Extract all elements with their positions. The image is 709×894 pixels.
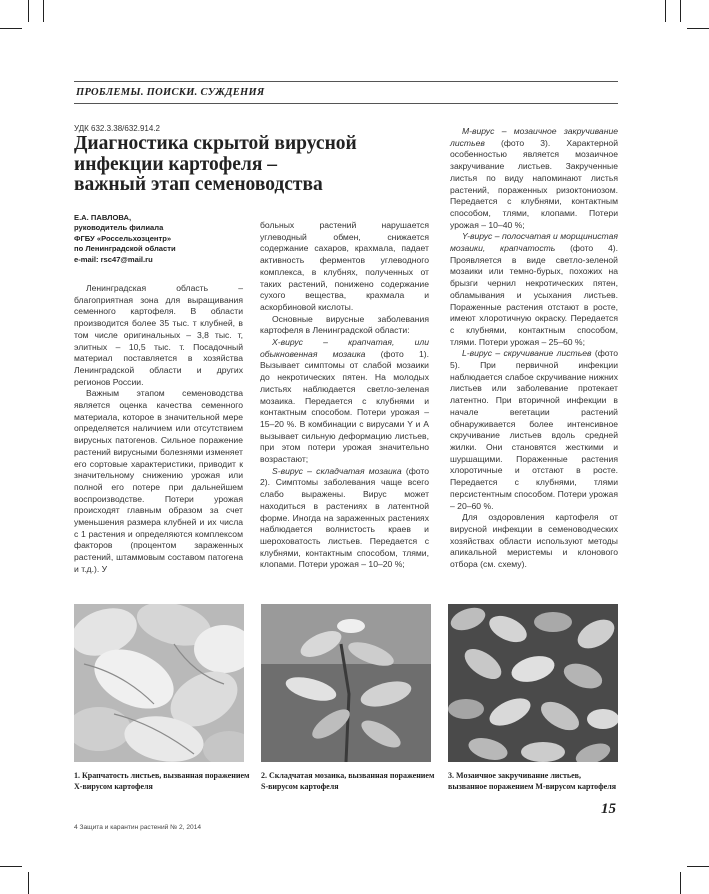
crop-mark bbox=[28, 0, 29, 22]
paragraph: Ленинградская область – благоприятная зона для выращивания семенного картофеля. В области производится более 35 тыс. т клубней, в том числе оригинальных – 3,8 тыс. т, элитных – 10,5 тыс. т. Посадочный материал поставляется в хозяйства Ленинградской области и других регионов России. bbox=[74, 283, 243, 387]
crop-mark bbox=[680, 0, 681, 22]
crop-mark bbox=[28, 872, 29, 894]
header-rule-top bbox=[74, 81, 618, 82]
author-block bbox=[74, 213, 176, 265]
crop-mark bbox=[687, 28, 709, 29]
author-position: руководитель филиала bbox=[74, 223, 164, 233]
author-name: Е.А. ПАВЛОВА, bbox=[74, 213, 132, 222]
article-title bbox=[74, 134, 424, 196]
crop-mark bbox=[0, 28, 22, 29]
m-virus-text: (фото 3). Характерной особенностью является мозаичное закручивание листьев. Закрученные листья по виду напоминают листья растений, пораженных ризоктониозом. Передается с клубнями, контактным способом, тлями, клопами. Потери урожая – 10–40 %; bbox=[450, 137, 618, 230]
page-number: 15 bbox=[601, 801, 616, 817]
figure-caption-2: 2. Складчатая мозаика, вызванная поражением S-вирусом картофеля bbox=[261, 771, 435, 791]
text-column-2 bbox=[260, 220, 429, 571]
y-virus-paragraph bbox=[450, 231, 618, 348]
crop-mark bbox=[680, 872, 681, 894]
paragraph: Важным этапом семеноводства является оценка качества семенного материала, которое в значительной мере определяется наличием или отсутствием вирусных патогенов. Сильное поражение растений вирусными болезнями изменяет его сортовые характеристики, приводит к значительному снижению урожая или полной его потере при дальнейшем воспроизводстве. Потери урожая происходят главным образом за счет уменьшения размера клубней и их числа с 1 растения и определяются комплексом факторов (процентом зараженных растений, штаммовым составом патогена и т.д.). У bbox=[74, 388, 243, 574]
s-virus-title: S-вирус – складчатая мозаика bbox=[272, 465, 402, 476]
s-virus-paragraph bbox=[260, 466, 429, 571]
title-line: Диагностика скрытой вирусной bbox=[74, 133, 357, 154]
l-virus-title: L-вирус – скручивание листьев bbox=[462, 348, 592, 359]
y-virus-text: (фото 4). Проявляется в виде светло-зеленой мозаики или темно-бурых, похожих на брызги чернил некротических пятен, обламывания и усыхания листьев. Пораженные растения отстают в росте, имеют хлоротичную окраску. Передается с клубнями, контактным способом, тлями. Потери урожая – 25–60 %; bbox=[450, 243, 618, 347]
paragraph: Основные вирусные заболевания картофеля в Ленинградской области: bbox=[260, 313, 429, 336]
crop-mark bbox=[687, 866, 709, 867]
photo-m-virus bbox=[448, 604, 618, 762]
text-column-1 bbox=[74, 283, 243, 576]
header-rule-bottom bbox=[74, 103, 618, 104]
x-virus-title: X-вирус – крапчатая, или обыкновенная мозаика bbox=[260, 337, 429, 359]
y-virus-title: Y-вирус – полосчатая и морщинистая мозаики, крапчатость bbox=[450, 231, 618, 254]
paragraph: Для оздоровления картофеля от вирусной инфекции в семеноводческих хозяйствах области используют методы апикальной меристемы и клонового отбора (см. схему). bbox=[450, 512, 618, 570]
title-line: инфекции картофеля – bbox=[74, 153, 278, 175]
title-line: важный этап семеноводства bbox=[74, 174, 323, 195]
m-virus-paragraph bbox=[450, 126, 618, 231]
l-virus-text: (фото 5). При первичной инфекции наблюдается слабое скручивание нижних листьев или заболевание протекает латентно. При вторичной инфекции в начале вегетации растений обнаруживается более интенсивное скручивание листьев вдоль средней жилки. Они становятся жесткими и шуршащими. Пораженные растения хлоротичные и отстают в росте. Передается с клубнями, тлями персистентным способом. Потери урожая – 20–60 %. bbox=[450, 348, 618, 511]
text-column-3 bbox=[450, 126, 618, 571]
udk-code: УДК 632.3.38/632.914.2 bbox=[74, 124, 160, 133]
crop-mark bbox=[0, 866, 22, 867]
section-heading: ПРОБЛЕМЫ. ПОИСКИ. СУЖДЕНИЯ bbox=[76, 87, 265, 98]
author-region: по Ленинградской области bbox=[74, 244, 176, 254]
l-virus-paragraph bbox=[450, 348, 618, 512]
x-virus-text: (фото 1). Вызывает симптомы от слабой мозаики до некротических пятен. На молодых листьях наблюдается светло-зеленая мозаика. Передается с клубнями и контактным способом. Потери урожая – 15–20 %. В комбинации с вирусами Y и A вызывает сильную деформацию листьев, при этом потери урожая значительно возрастают; bbox=[260, 348, 429, 465]
author-email: e-mail: rsc47@mail.ru bbox=[74, 254, 153, 264]
crop-mark bbox=[665, 0, 666, 22]
photo-s-virus bbox=[261, 604, 431, 762]
journal-footer: 4 Защита и карантин растений № 2, 2014 bbox=[74, 824, 202, 831]
author-org: ФГБУ «Россельхозцентр» bbox=[74, 233, 172, 243]
paragraph: больных растений нарушается углеводный обмен, снижается содержание сахаров, крахмала, падает активность ферментов углеводного комплекса, в клубнях, полученных от таких растений, понижено содержание сухого вещества, крахмала и аскорбиновой кислоты. bbox=[260, 220, 429, 312]
figure-caption-1: 1. Крапчатость листьев, вызванная поражением X-вирусом картофеля bbox=[74, 771, 250, 791]
m-virus-title: М-вирус – мозаичное закручивание листьев bbox=[450, 126, 618, 148]
photo-x-virus bbox=[74, 604, 244, 762]
crop-mark bbox=[43, 0, 44, 22]
s-virus-text: (фото 2). Симптомы заболевания чаще всего слабо выражены. Вирус может находиться в растениях в латентной форме. Иногда на зараженных растениях наблюдается волнистость краев и шероховатость листьев. Передается с клубнями, контактным способом, тлями, клопами. Потери урожая – 10–20 %; bbox=[260, 465, 429, 570]
x-virus-paragraph bbox=[260, 337, 429, 466]
figure-caption-3: 3. Мозаичное закручивание листьев, вызванное поражением М-вирусом картофеля bbox=[448, 771, 617, 791]
